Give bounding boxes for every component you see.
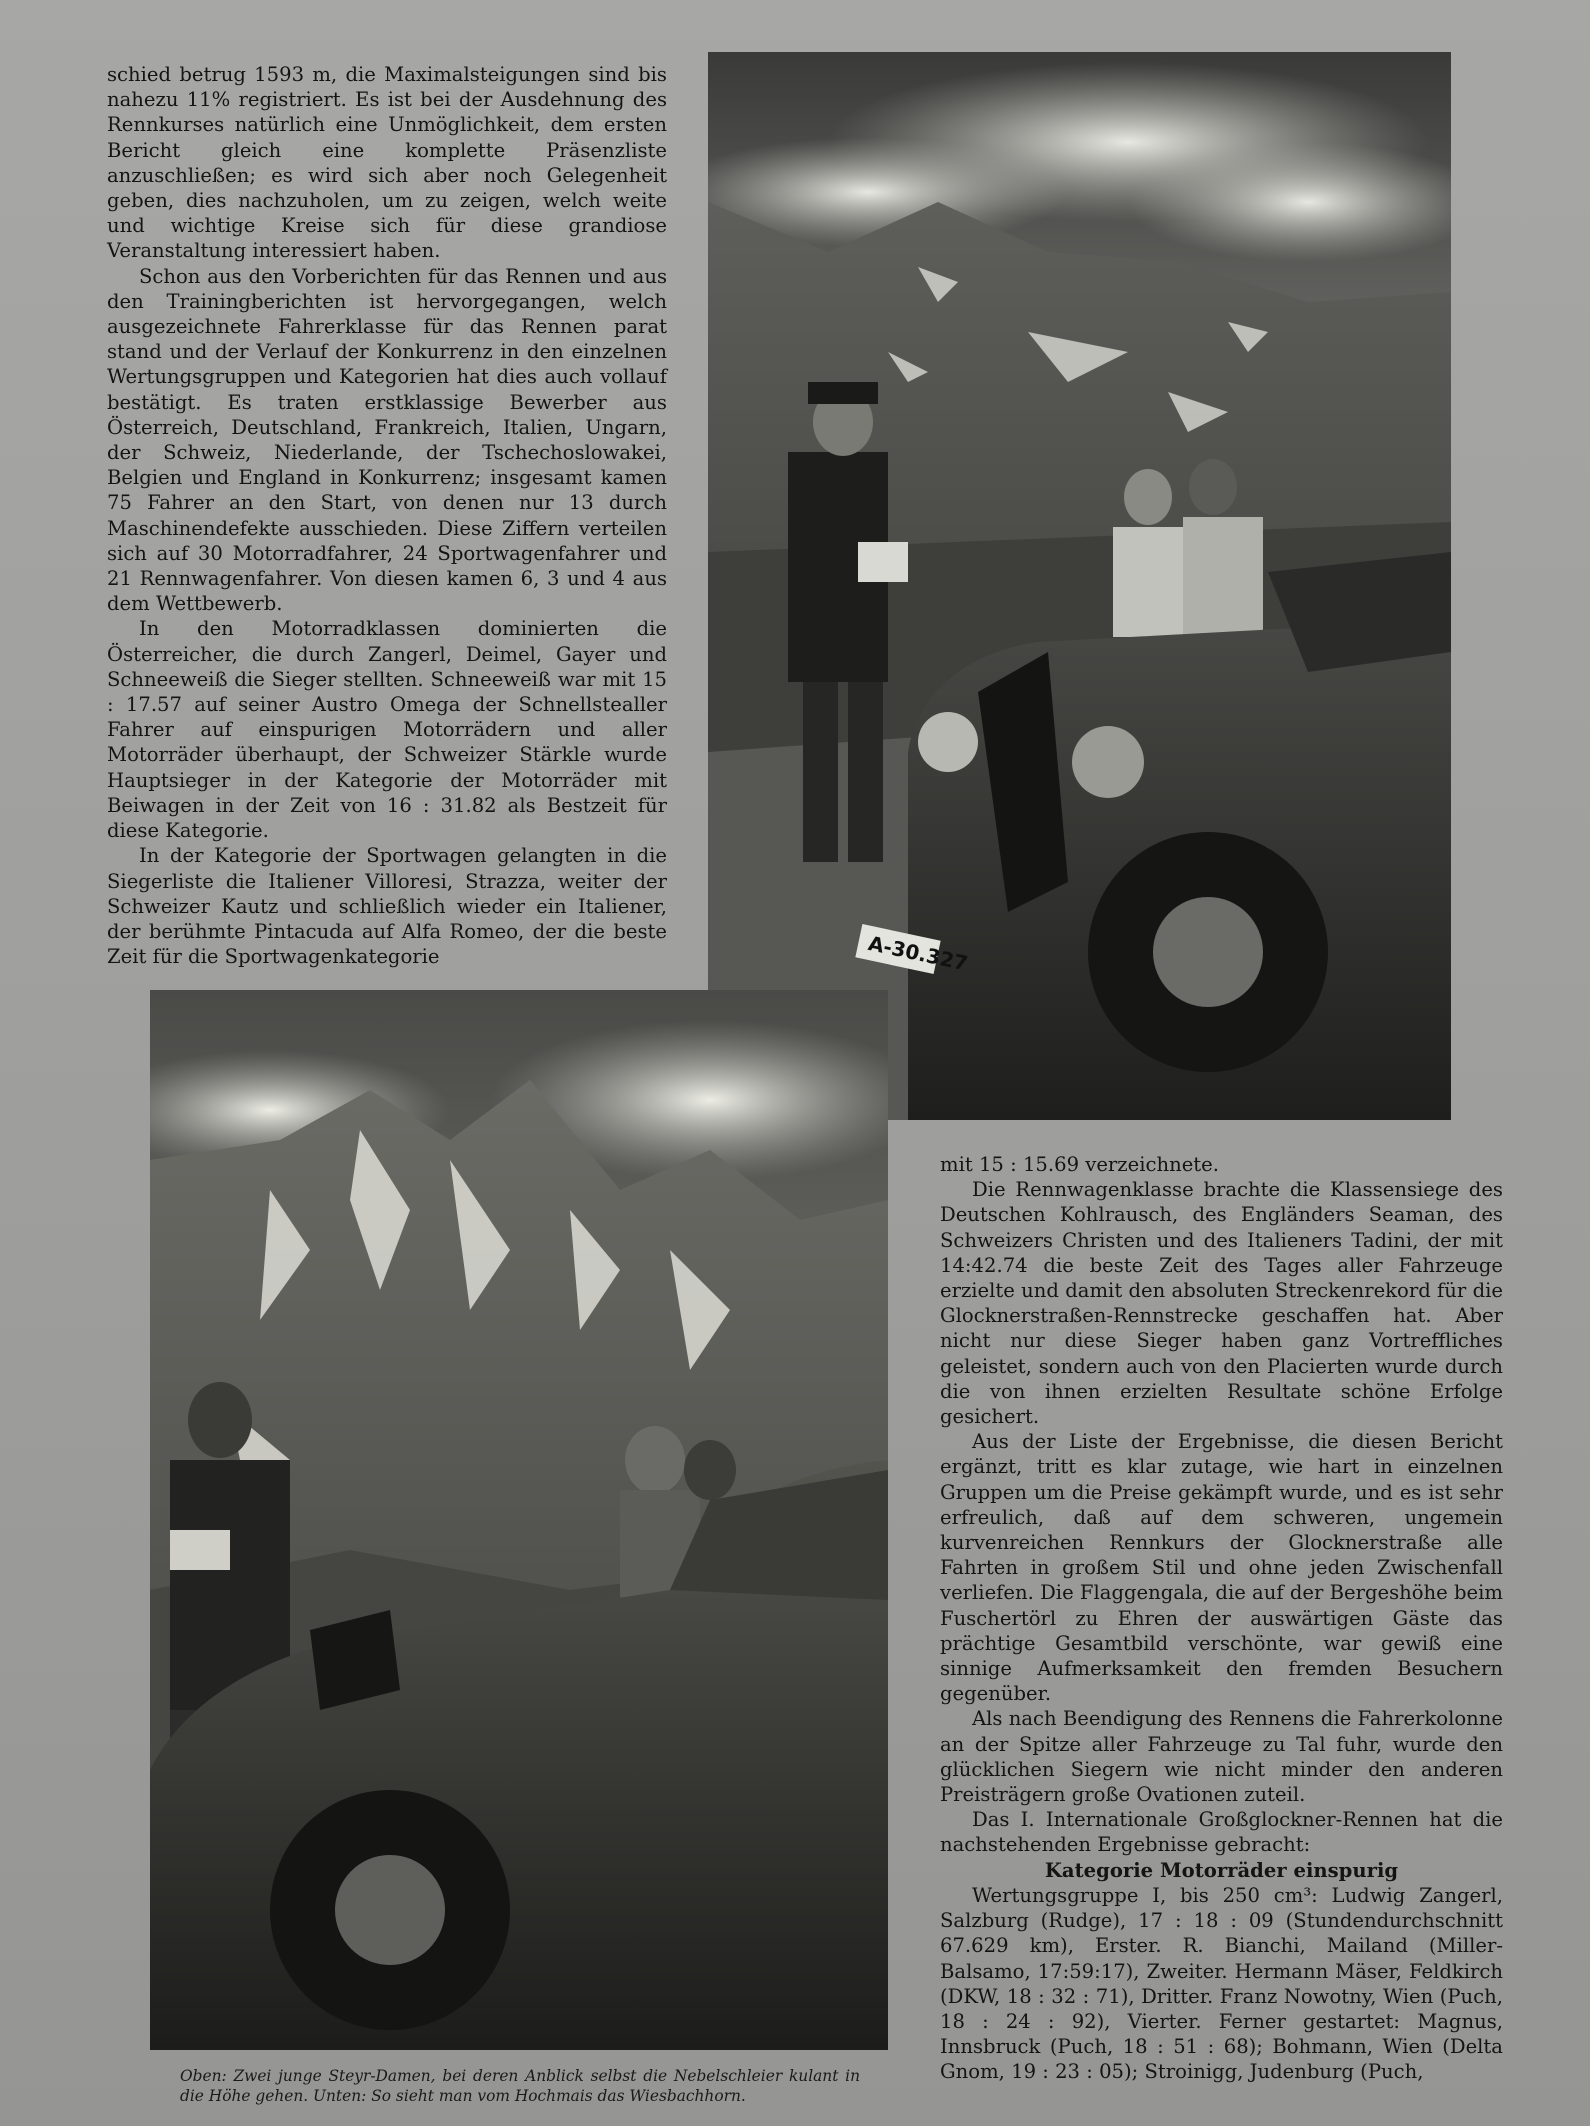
paragraph: In den Motorradklassen dominierten die Österreicher, die durch Zangerl, Deimel, Gayer und Schneeweiß die Sieger stellten. Schneeweiß war mit 15 : 17.57 auf seiner Austro Omega der Schnellstealler Fahrer auf einspurigen Motorrädern und aller Motorräder überhaupt, der Schweizer Stärkle wurde Hauptsieger in der Kategorie der Motorräder mit Beiwagen in der Zeit von 16 : 31.82 als Bestzeit für diese Kategorie. [107,617,667,843]
mountain-landscape-photo-icon [150,990,888,2050]
paragraph: Wertungsgruppe I, bis 250 cm³: Ludwig Zangerl, Salzburg (Rudge), 17 : 18 : 09 (Stundendurchschnitt 67.629 km), Erster. R. Bianchi, Mailand (Miller-Balsamo, 17:59:17), Zweiter. Hermann Mäser, Feldkirch (DKW, 18 : 32 : 71), Dritter. Franz Nowotny, Wien (Puch, 18 : 24 : 92), Vierter. Ferner gestartet: Magnus, Innsbruck (Puch, 18 : 51 : 68); Bohmann, Wien (Delta Gnom, 19 : 23 : 05); Stroinigg, Judenburg (Puch, [940,1883,1503,2084]
paragraph: Als nach Beendigung des Rennens die Fahrerkolonne an der Spitze aller Fahrzeuge zu Tal fuhr, wurde den glücklichen Siegern wie nicht minder den anderen Preisträgern große Ovationen zuteil. [940,1707,1503,1807]
paragraph: Das I. Internationale Großglockner-Rennen hat die nachstehenden Ergebnisse gebracht: [940,1808,1503,1857]
mountain-car-photo-icon [708,52,1451,1120]
license-plate: A-30.327 [866,931,970,976]
paragraph: In der Kategorie der Sportwagen gelangten in die Siegerliste die Italiener Villoresi, Strazza, weiter der Schweizer Kautz und schließlich wieder ein Italiener, der berühmte Pintacuda auf Alfa Romeo, der die beste Zeit für die Sportwagenkategorie [107,844,667,969]
photo-caption: Oben: Zwei junge Steyr-Damen, bei deren Anblick selbst die Nebelschleier kulant in die Höhe gehen. Unten: So sieht man vom Hochmais das Wiesbachhorn. [180,2067,860,2105]
top-photo [708,52,1451,1120]
section-heading: Kategorie Motorräder einspurig [1044,1858,1399,1882]
left-text-column [107,62,667,969]
paragraph: Schon aus den Vorberichten für das Rennen und aus den Trainingberichten ist hervorgegangen, welch ausgezeichnete Fahrerklasse für das Rennen parat stand und der Verlauf der Konkurrenz in den einzelnen Wertungsgruppen und Kategorien hat dies auch vollauf bestätigt. Es traten erstklassige Bewerber aus Österreich, Deutschland, Frankreich, Italien, Ungarn, der Schweiz, Niederlande, der Tschechoslowakei, Belgien und England in Konkurrenz; insgesamt kamen 75 Fahrer an den Start, von denen nur 13 durch Maschinendefekte ausschieden. Diese Ziffern verteilen sich auf 30 Motorradfahrer, 24 Sportwagenfahrer und 21 Rennwagenfahrer. Von diesen kamen 6, 3 und 4 aus dem Wettbewerb. [107,264,667,616]
paragraph: schied betrug 1593 m, die Maximalsteigungen sind bis nahezu 11% registriert. Es ist bei der Ausdehnung des Rennkurses natürlich eine Unmöglichkeit, dem ersten Bericht gleich eine komplette Präsenzliste anzuschließen; es wird sich aber noch Gelegenheit geben, dies nachzuholen, um zu zeigen, welch weite und wichtige Kreise sich für diese grandiose Veranstaltung interessiert haben. [107,63,667,263]
paragraph: Aus der Liste der Ergebnisse, die diesen Bericht ergänzt, tritt es klar zutage, wie hart in einzelnen Gruppen um die Preise gekämpft wurde, und es ist sehr erfreulich, daß auf dem schweren, ungemein kurvenreichen Rennkurs der Glocknerstraße alle Fahrten in großem Stil und ohne jeden Zwischenfall verliefen. Die Flaggengala, die auf der Bergeshöhe beim Fuschertörl zu Ehren der auswärtigen Gäste das prächtige Gesamtbild verschönte, war gewiß eine sinnige Aufmerksamkeit den fremden Besuchern gegenüber. [940,1430,1503,1706]
bottom-photo [150,990,888,2050]
right-text-column [940,1152,1503,2085]
paragraph: mit 15 : 15.69 verzeichnete. [940,1153,1219,1176]
paragraph: Die Rennwagenklasse brachte die Klassensiege des Deutschen Kohlrausch, des Engländers Seaman, des Schweizers Christen und des Italieners Tadini, der mit 14:42.74 die beste Zeit des Tages aller Fahrzeuge erzielte und damit den absoluten Streckenrekord für die Glocknerstraßen-Rennstrecke geschaffen hat. Aber nicht nur diese Sieger haben ganz Vortreffliches geleistet, sondern auch von den Placierten wurde durch die von ihnen erzielten Resultate schöne Erfolge gesichert. [940,1178,1503,1429]
